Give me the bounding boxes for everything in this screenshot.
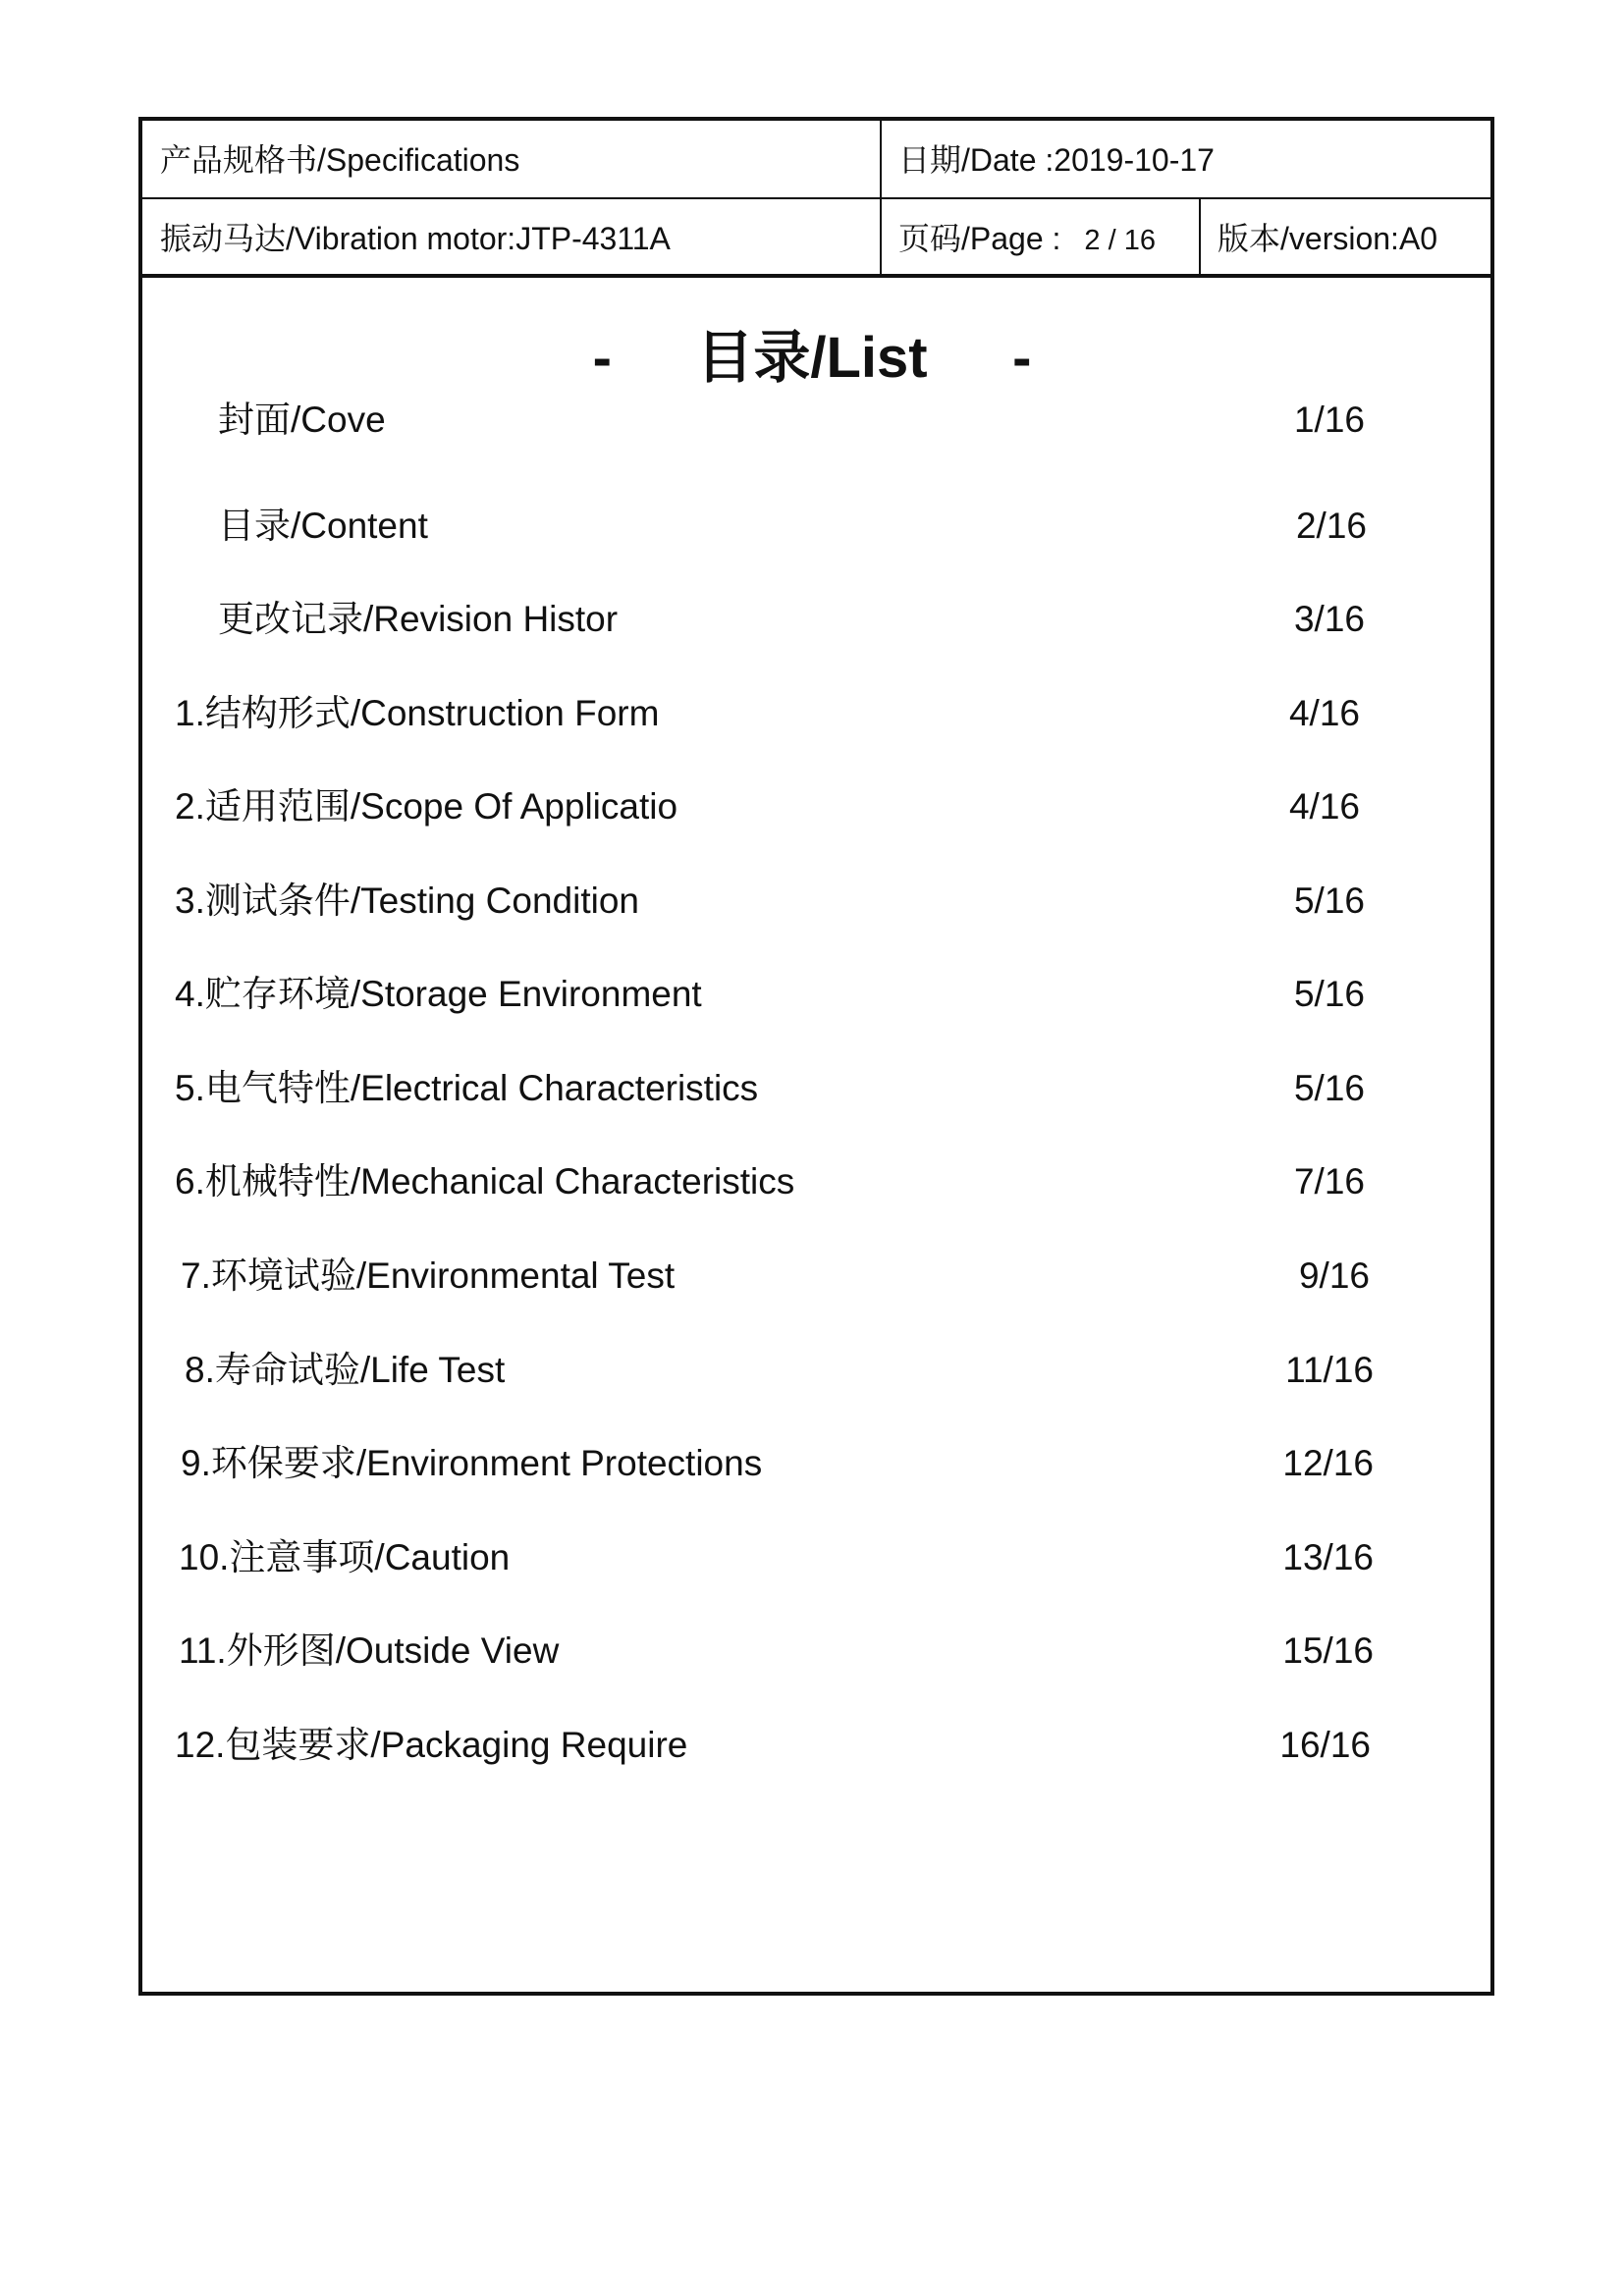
- title-dash-right: -: [1012, 326, 1032, 390]
- motor-model: 振动马达/Vibration motor:JTP-4311A: [160, 221, 671, 256]
- toc-page-cover: 1/16: [1293, 400, 1365, 440]
- page-number: 2 / 16: [1084, 225, 1156, 256]
- toc-page-packaging: 16/16: [1279, 1725, 1371, 1765]
- toc-page-caution: 13/16: [1282, 1537, 1374, 1577]
- toc-item-outside-view: 11.外形图/Outside View: [179, 1630, 560, 1671]
- header-column-divider-version: [1199, 197, 1201, 274]
- toc-page-life: 11/16: [1285, 1350, 1374, 1390]
- toc-item-testing: 3.测试条件/Testing Condition: [175, 881, 639, 921]
- header-row-divider: [142, 197, 1490, 199]
- toc-page-content: 2/16: [1295, 506, 1367, 546]
- toc-page-mechanical: 7/16: [1293, 1161, 1365, 1201]
- toc-page-storage: 5/16: [1293, 974, 1365, 1014]
- toc-item-cover: 封面/Cove: [218, 400, 386, 440]
- toc-page-revision: 3/16: [1293, 599, 1365, 639]
- list-heading: [0, 324, 1624, 393]
- toc-item-packaging: 12.包装要求/Packaging Require: [175, 1725, 688, 1765]
- header-table: [138, 117, 1494, 278]
- toc-item-content: 目录/Content: [218, 506, 428, 546]
- toc-item-scope: 2.适用范围/Scope Of Applicatio: [175, 786, 678, 827]
- header-column-divider: [880, 121, 882, 274]
- toc-page-outside-view: 15/16: [1282, 1630, 1374, 1671]
- toc-item-construction: 1.结构形式/Construction Form: [175, 693, 660, 733]
- toc-page-environmental: 9/16: [1298, 1255, 1370, 1296]
- toc-page-electrical: 5/16: [1293, 1068, 1365, 1108]
- page-label: 页码/Page :: [898, 221, 1061, 256]
- toc-item-life: 8.寿命试验/Life Test: [185, 1350, 506, 1390]
- date-field: 日期/Date :2019-10-17: [898, 142, 1215, 178]
- version-field: 版本/version:A0: [1218, 221, 1438, 256]
- toc-item-environmental: 7.环境试验/Environmental Test: [181, 1255, 676, 1296]
- spec-title: 产品规格书/Specifications: [160, 142, 520, 178]
- toc-page-testing: 5/16: [1293, 881, 1365, 921]
- toc-item-storage: 4.贮存环境/Storage Environment: [175, 974, 702, 1014]
- toc-item-environment-protections: 9.环保要求/Environment Protections: [181, 1443, 763, 1483]
- toc-item-revision: 更改记录/Revision Histor: [218, 599, 619, 639]
- toc-item-electrical: 5.电气特性/Electrical Characteristics: [175, 1068, 759, 1108]
- list-title-text: 目录/List: [696, 326, 928, 390]
- toc-page-scope: 4/16: [1288, 786, 1360, 827]
- title-dash-left: -: [592, 326, 612, 390]
- toc-page-construction: 4/16: [1288, 693, 1360, 733]
- toc-page-environment-protections: 12/16: [1282, 1443, 1374, 1483]
- page-field: [898, 219, 1156, 260]
- toc-item-mechanical: 6.机械特性/Mechanical Characteristics: [175, 1161, 795, 1201]
- toc-item-caution: 10.注意事项/Caution: [179, 1537, 511, 1577]
